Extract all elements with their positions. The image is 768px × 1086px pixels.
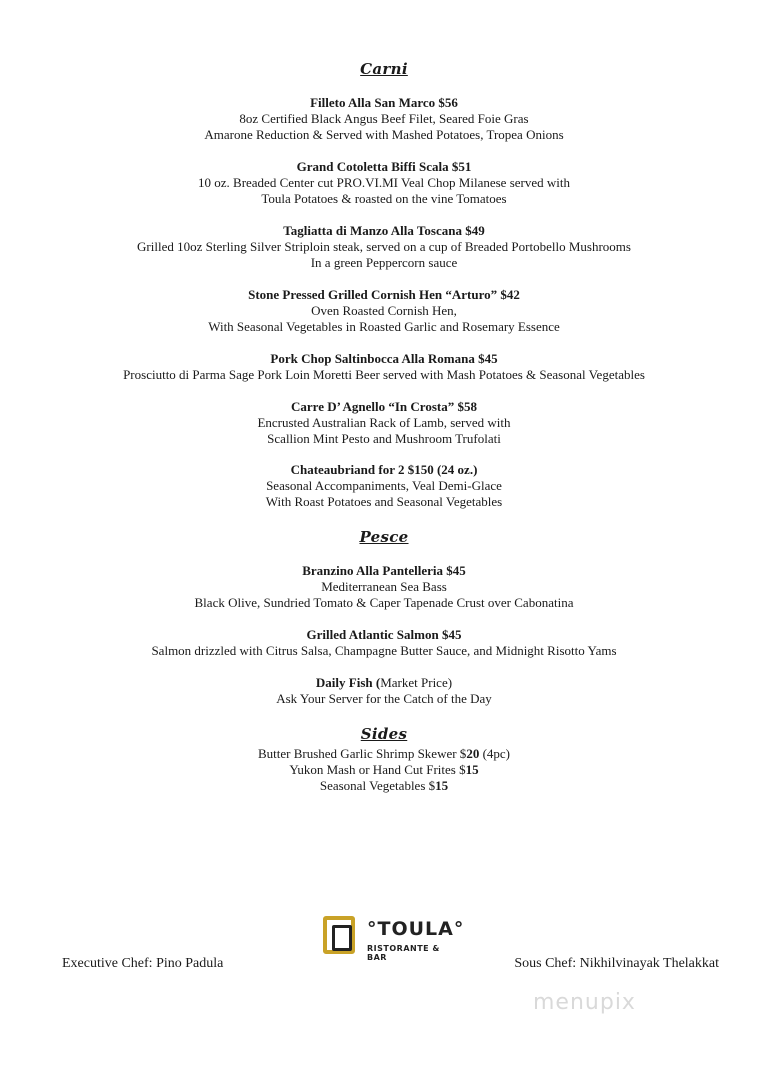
executive-chef: Executive Chef: Pino Padula <box>62 956 224 971</box>
side-item-text: Butter Brushed Garlic Shrimp Skewer $ <box>257 746 467 761</box>
dish-description: Encrusted Australian Rack of Lamb, served with <box>257 415 511 430</box>
side-item-text: Yukon Mash or Hand Cut Frites $ <box>289 762 466 777</box>
dish-name: Grilled Atlantic Salmon $45 <box>306 627 462 642</box>
dish-name: Filleto Alla San Marco $56 <box>310 95 458 110</box>
side-item-price: 15 <box>435 778 449 793</box>
watermark: menupix <box>533 990 636 1015</box>
dish-item <box>0 351 768 383</box>
section-title-carni: Carni <box>360 60 408 78</box>
side-item-price: 15 <box>465 762 479 777</box>
logo-inner-frame-icon <box>332 925 352 951</box>
dish-description: Prosciutto di Parma Sage Pork Loin Moretti Beer served with Mash Potatoes & Seasonal Vegetables <box>123 367 645 382</box>
toula-logo <box>323 916 465 966</box>
dish-item <box>0 627 768 659</box>
dish-description: Scallion Mint Pesto and Mushroom Trufolati <box>267 431 501 446</box>
dish-name: Pork Chop Saltinbocca Alla Romana $45 <box>270 351 498 366</box>
dish-item <box>0 675 768 707</box>
dish-description: Toula Potatoes & roasted on the vine Tomatoes <box>261 191 507 206</box>
dish-description: 10 oz. Breaded Center cut PRO.VI.MI Veal Chop Milanese served with <box>198 175 570 190</box>
side-item <box>0 746 768 762</box>
dish-item <box>0 563 768 611</box>
dish-name-price-note: Market Price) <box>380 675 453 690</box>
sous-chef: Sous Chef: Nikhilvinayak Thelakkat <box>514 956 719 971</box>
dish-description: In a green Peppercorn sauce <box>310 255 458 270</box>
side-item-text: Seasonal Vegetables $ <box>319 778 436 793</box>
dish-description: With Seasonal Vegetables in Roasted Garlic and Rosemary Essence <box>208 319 560 334</box>
dish-name: Carre D’ Agnello “In Crosta” $58 <box>291 399 477 414</box>
dish-name: Chateaubriand for 2 $150 (24 oz.) <box>290 462 478 477</box>
section-title-pesce: Pesce <box>359 528 409 546</box>
dish-name <box>0 675 768 691</box>
dish-name: Grand Cotoletta Biffi Scala $51 <box>296 159 472 174</box>
dish-description: Black Olive, Sundried Tomato & Caper Tapenade Crust over Cabonatina <box>194 595 574 610</box>
side-item <box>0 762 768 778</box>
dish-description: With Roast Potatoes and Seasonal Vegetables <box>265 494 503 509</box>
dish-description: Ask Your Server for the Catch of the Day <box>276 691 492 706</box>
dish-item <box>0 223 768 271</box>
dish-name: Tagliatta di Manzo Alla Toscana $49 <box>283 223 485 238</box>
dish-name: Branzino Alla Pantelleria $45 <box>302 563 466 578</box>
side-item-suffix: (4pc) <box>479 746 510 761</box>
dish-item <box>0 95 768 143</box>
dish-item <box>0 399 768 447</box>
sides-list <box>0 746 768 794</box>
dish-name-bold: Daily Fish ( <box>315 675 381 690</box>
dish-description: Salmon drizzled with Citrus Salsa, Champagne Butter Sauce, and Midnight Risotto Yams <box>151 643 617 658</box>
dish-item <box>0 462 768 510</box>
dish-item <box>0 287 768 335</box>
dish-item <box>0 159 768 207</box>
logo-frame-icon <box>323 916 355 954</box>
dish-description: Seasonal Accompaniments, Veal Demi-Glace <box>266 478 502 493</box>
dish-description: Grilled 10oz Sterling Silver Striploin steak, served on a cup of Breaded Portobello Mushrooms <box>137 239 631 254</box>
side-item <box>0 778 768 794</box>
dish-description: Mediterranean Sea Bass <box>321 579 447 594</box>
section-title-sides: Sides <box>360 725 408 743</box>
dish-description: Amarone Reduction & Served with Mashed Potatoes, Tropea Onions <box>204 127 564 142</box>
dish-name: Stone Pressed Grilled Cornish Hen “Arturo” $42 <box>248 287 520 302</box>
logo-name: °TOULA° <box>367 918 465 940</box>
logo-subtitle: RISTORANTE & BAR <box>367 944 440 962</box>
dish-description: Oven Roasted Cornish Hen, <box>311 303 457 318</box>
dish-description: 8oz Certified Black Angus Beef Filet, Seared Foie Gras <box>239 111 529 126</box>
side-item-price: 20 <box>466 746 480 761</box>
